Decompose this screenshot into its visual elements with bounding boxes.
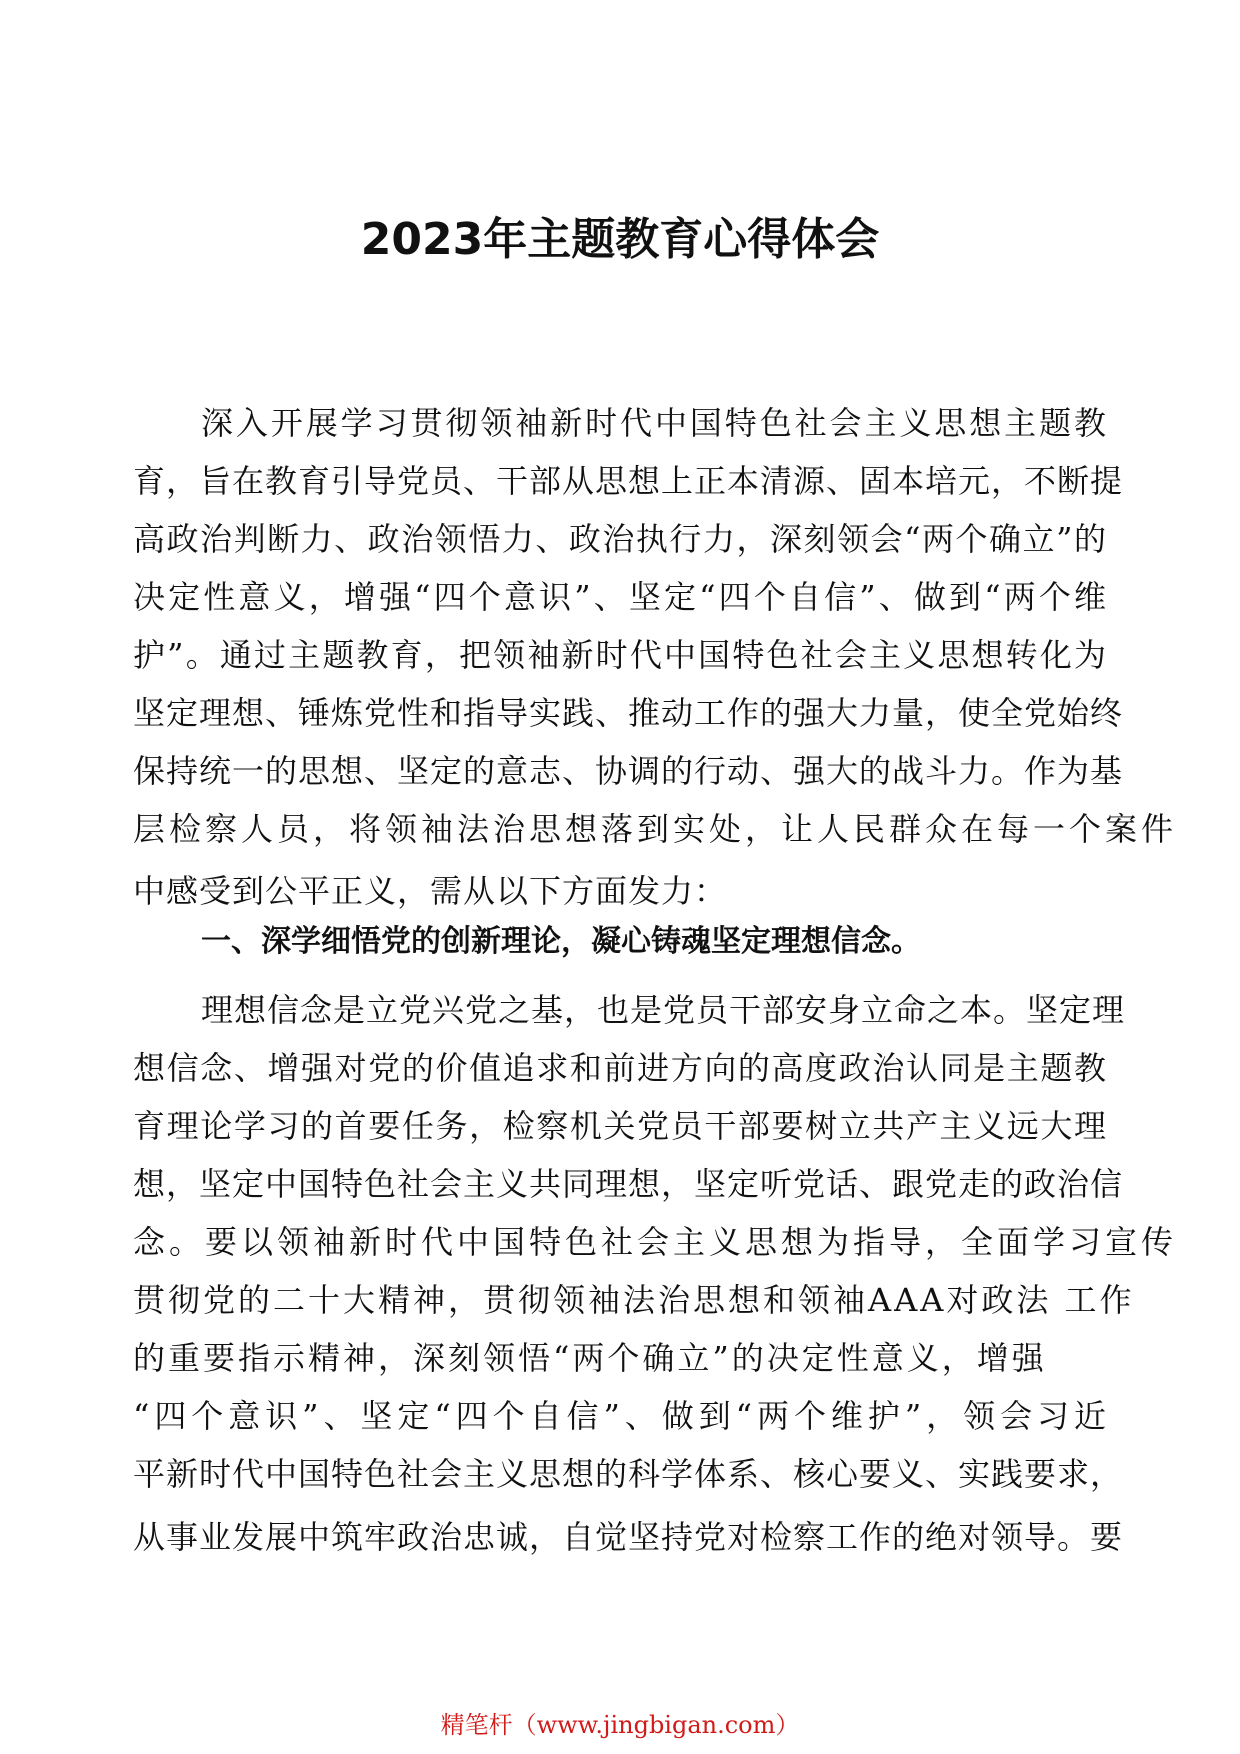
paragraph-line: 深入开展学习贯彻领袖新时代中国特色社会主义思想主题教 — [201, 404, 1107, 442]
paragraph-line: 高政治判断力、政治领悟力、政治执行力，深刻领会“两个确立”的 — [133, 520, 1107, 558]
paragraph-line: 护”。通过主题教育，把领袖新时代中国特色社会主义思想转化为 — [133, 636, 1107, 674]
document-title: 2023年主题教育心得体会 — [360, 214, 880, 265]
paragraph-line: 从事业发展中筑牢政治忠诚，自觉坚持党对检察工作的绝对领导。要 — [133, 1518, 1124, 1556]
paragraph-line: 层检察人员，将领袖法治思想落到实处，让人民群众在每一个案件 — [133, 810, 1178, 848]
paragraph-line: 念。要以领袖新时代中国特色社会主义思想为指导，全面学习宣传 — [133, 1223, 1178, 1261]
paragraph-line: 理想信念是立党兴党之基，也是党员干部安身立命之本。坚定理 — [201, 991, 1126, 1029]
paragraph-line: 育理论学习的首要任务，检察机关党员干部要树立共产主义远大理 — [133, 1107, 1107, 1145]
paragraph-line: “四个意识”、坚定“四个自信”、做到“两个维护”，领会习近 — [133, 1397, 1107, 1435]
footer-watermark: 精笔杆（www.jingbigan.com） — [440, 1711, 800, 1739]
paragraph-line: 贯彻党的二十大精神，贯彻领袖法治思想和领袖AAA对政法 工作 — [133, 1281, 1135, 1319]
paragraph-line: 育，旨在教育引导党员、干部从思想上正本清源、固本培元，不断提 — [133, 462, 1124, 500]
paragraph-line: 坚定理想、锤炼党性和指导实践、推动工作的强大力量，使全党始终 — [133, 694, 1124, 732]
paragraph-line: 决定性意义，增强“四个意识”、坚定“四个自信”、做到“两个维 — [133, 578, 1107, 616]
paragraph-line: 想，坚定中国特色社会主义共同理想，坚定听党话、跟党走的政治信 — [133, 1165, 1124, 1203]
paragraph-line: 的重要指示精神，深刻领悟“两个确立”的决定性意义，增强 — [133, 1339, 1047, 1377]
paragraph-line: 平新时代中国特色社会主义思想的科学体系、核心要义、实践要求， — [133, 1455, 1124, 1493]
paragraph-line: 想信念、增强对党的价值追求和前进方向的高度政治认同是主题教 — [133, 1049, 1107, 1087]
paragraph-line: 保持统一的思想、坚定的意志、协调的行动、强大的战斗力。作为基 — [133, 752, 1124, 790]
paragraph-line: 中感受到公平正义，需从以下方面发力： — [133, 872, 728, 910]
section-heading: 一、深学细悟党的创新理论，凝心铸魂坚定理想信念。 — [201, 924, 921, 959]
